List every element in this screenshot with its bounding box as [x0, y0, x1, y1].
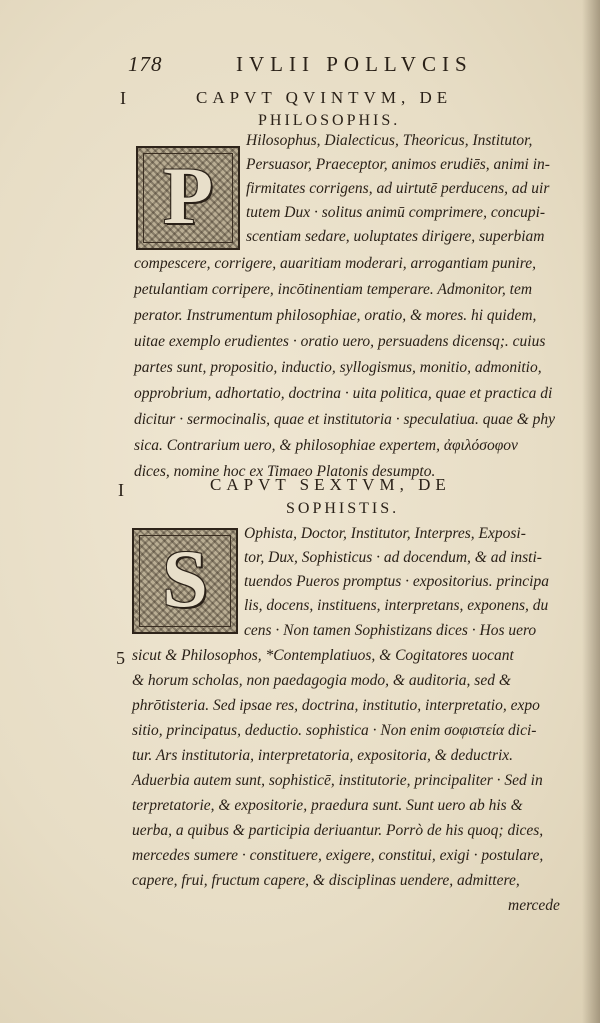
initial-letter: P	[162, 150, 214, 242]
margin-number: I	[120, 88, 126, 108]
text-line: firmitates corrigens, ad uirtutē perducens, ad uir	[246, 180, 550, 197]
text-line: opprobrium, adhortatio, doctrina · uita politica, quae et practica di	[134, 385, 553, 402]
text-line: compescere, corrigere, auaritiam moderari, arrogantiam punire,	[134, 255, 536, 272]
decorated-initial-s	[132, 528, 238, 634]
page-gutter-shadow	[582, 0, 600, 1023]
text-line: sicut & Philosophos, *Contemplatiuos, & Cogitatores uocant	[132, 647, 514, 664]
text-line: dices, nomine hoc ex Timaeo Platonis desumpto.	[134, 463, 436, 480]
text-line: lis, docens, instituens, interpretans, exponens, du	[244, 597, 549, 614]
margin-number: I	[118, 480, 124, 500]
chapter-title: CAPVT SEXTVM, DE	[210, 475, 451, 494]
text-line: dicitur · sermocinalis, quae et institutoria · speculatiua. quae & phy	[134, 411, 556, 428]
page-number: 178	[128, 52, 163, 76]
decorated-initial-p	[136, 146, 240, 250]
text-line: tuendos Pueros promptus · expositorius. principa	[244, 573, 549, 590]
text-line: phrōtisteria. Sed ipsae res, doctrina, institutio, interpretatio, expo	[132, 697, 540, 714]
text-line: uitae exemplo erudientes · oratio uero, persuadens dicensq;. cuius	[134, 333, 546, 350]
text-line: tor, Dux, Sophisticus · ad docendum, & ad insti-	[244, 549, 542, 566]
text-line: cens · Non tamen Sophistizans dices · Hos uero	[244, 622, 537, 639]
running-title: IVLII POLLVCIS	[236, 52, 473, 76]
running-head	[128, 52, 508, 78]
text-line: mercedes sumere · constituere, exigere, constitui, exigi · postulare,	[132, 847, 544, 864]
text-line: tur. Ars institutoria, interpretatoria, expositoria, & deductrix.	[132, 747, 514, 764]
chapter-subtitle: PHILOSOPHIS.	[258, 112, 401, 129]
text-line: Aduerbia autem sunt, sophisticē, institutorie, principaliter · Sed in	[132, 772, 543, 789]
text-line: petulantiam corripere, incōtinentiam temperare. Admonitor, tem	[134, 281, 533, 298]
text-line: Persuasor, Praeceptor, animos erudiēs, animi in-	[246, 156, 550, 173]
chapter-subtitle: SOPHISTIS.	[286, 500, 400, 517]
margin-number: 5	[116, 648, 125, 668]
text-line: perator. Instrumentum philosophiae, oratio, & mores. hi quidem,	[134, 307, 537, 324]
chapter-title: CAPVT QVINTVM, DE	[196, 88, 453, 107]
catchword: mercede	[508, 897, 560, 914]
text-line: capere, frui, fructum capere, & disciplinas uendere, admittere,	[132, 872, 520, 889]
text-line: Hilosophus, Dialecticus, Theoricus, Institutor,	[246, 132, 533, 149]
text-line: terpretatorie, & expositorie, praedura sunt. Sunt uero ab his &	[132, 797, 523, 814]
text-line: tutem Dux · solitus animū comprimere, concupi-	[246, 204, 546, 221]
text-line: & horum scholas, non paedagogia modo, & auditoria, sed &	[132, 672, 511, 689]
text-line: uerba, a quibus & participia deriuantur. Porrò de his quoq; dices,	[132, 822, 544, 839]
text-line: sitio, principatus, deductio. sophistica · Non enim σοφιστεία dici-	[132, 722, 537, 739]
text-line: sica. Contrarium uero, & philosophiae expertem, ἀφιλόσοφον	[134, 437, 518, 454]
text-line: scentiam sedare, uoluptates dirigere, superbiam	[246, 228, 545, 245]
text-line: Ophista, Doctor, Institutor, Interpres, Exposi-	[244, 525, 526, 542]
text-line: partes sunt, propositio, inductio, syllogismus, monitio, admonitio,	[134, 359, 542, 376]
initial-letter: S	[162, 533, 208, 625]
